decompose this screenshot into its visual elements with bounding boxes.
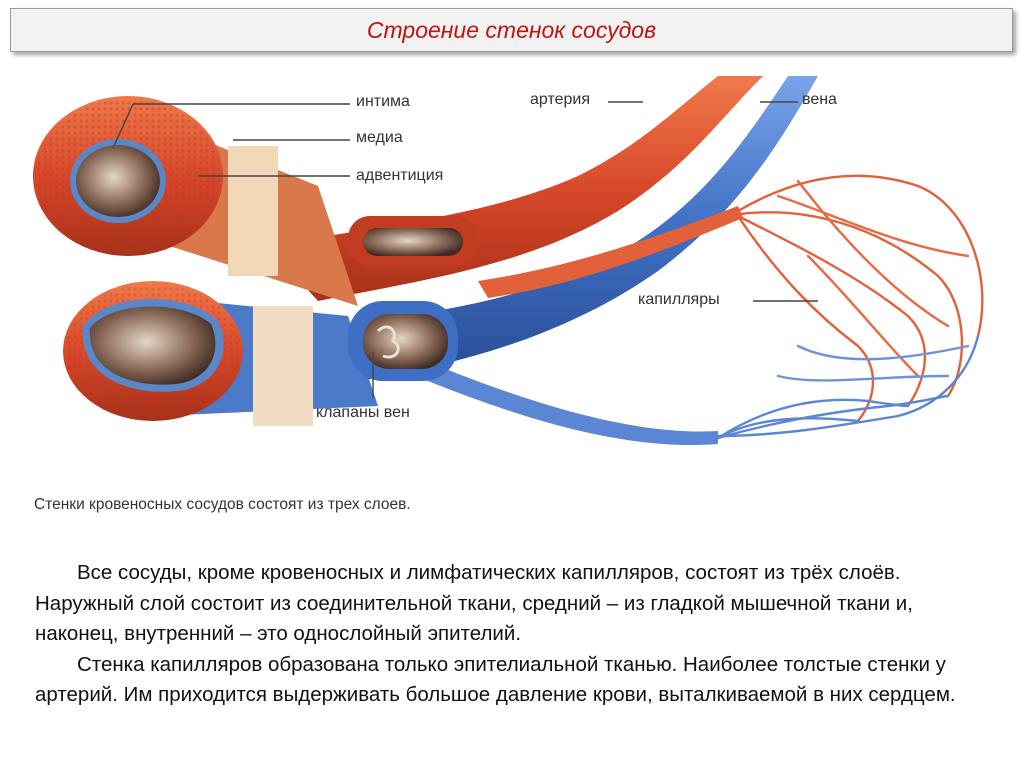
paragraph-2: Стенка капилляров образована только эпителиальной тканью. Наиболее толстые стенки у артерий. Им приходится выдерживать большое давление крови, выталкиваемой в них сердцем. — [35, 652, 956, 706]
label-intima: интима — [356, 93, 410, 110]
capillary-network — [718, 176, 982, 438]
body-text — [35, 558, 985, 711]
label-vein: вена — [802, 91, 837, 108]
label-adventitia: адвентиция — [356, 167, 444, 184]
title-bar — [10, 8, 1013, 52]
slide-title: Строение стенок сосудов — [366, 16, 657, 43]
label-vein-valves: клапаны вен — [316, 404, 410, 421]
label-media: медиа — [356, 129, 403, 146]
vessel-illustration — [18, 76, 1005, 518]
paragraph-1: Все сосуды, кроме кровеносных и лимфатических капилляров, состоят из трёх слоёв. Наружный слой состоит из соединительной ткани, средний – из гладкой мышечной ткани и, наконец, внутренний – это однослойный эпителий. — [35, 561, 913, 645]
vessel-diagram — [18, 76, 1005, 518]
label-artery: артерия — [530, 91, 590, 108]
venule — [428, 366, 718, 445]
label-capillaries: капилляры — [638, 291, 720, 308]
figure-caption: Стенки кровеносных сосудов состоят из трех слоев. — [34, 496, 411, 513]
